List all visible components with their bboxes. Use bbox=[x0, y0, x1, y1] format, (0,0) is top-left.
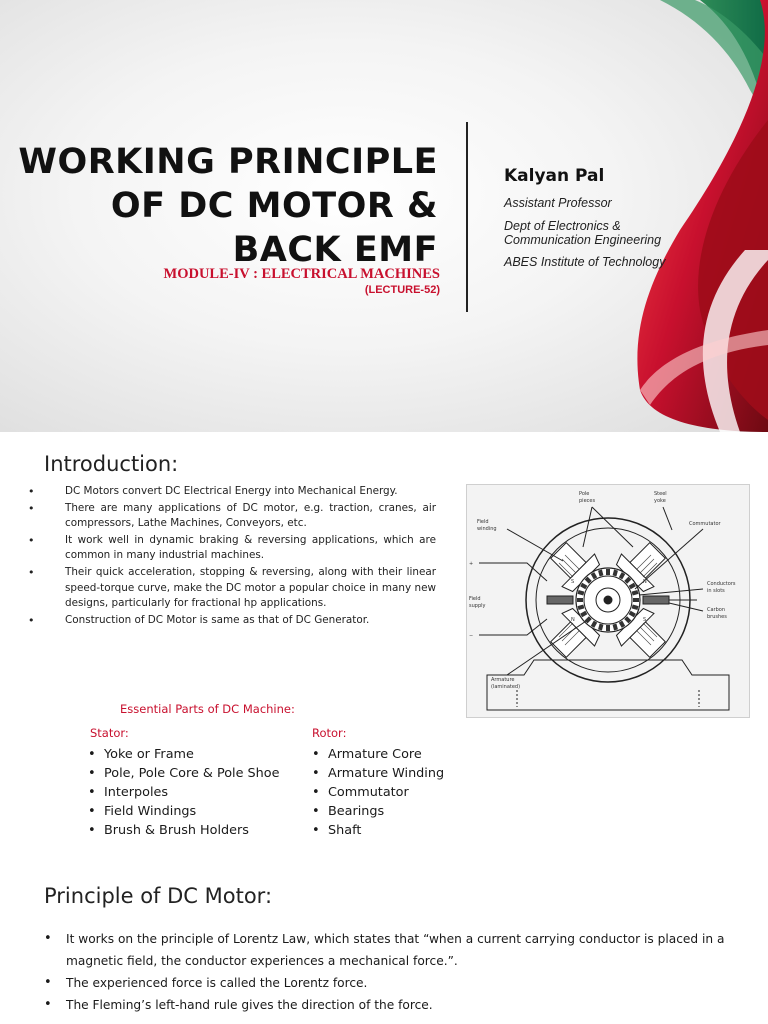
diagram-label: S bbox=[643, 617, 647, 623]
diagram-label: Armature bbox=[491, 677, 515, 683]
principle-list bbox=[44, 928, 752, 1016]
stator-heading: Stator: bbox=[90, 726, 129, 740]
author-title: Assistant Professor bbox=[504, 196, 612, 210]
diagram-label: Commutator bbox=[689, 521, 721, 527]
list-item: • Pole, Pole Core & Pole Shoe bbox=[88, 764, 280, 783]
diagram-label: S bbox=[571, 579, 575, 585]
armature-slot bbox=[606, 625, 610, 631]
title-line: WORKING PRINCIPLE bbox=[18, 142, 438, 182]
principle-heading: Principle of DC Motor: bbox=[44, 884, 273, 908]
list-item: • The Fleming’s left-hand rule gives the direction of the force. bbox=[44, 994, 752, 1016]
diagram-label: winding bbox=[477, 526, 497, 532]
diagram-label: Field bbox=[477, 519, 489, 525]
stator-list bbox=[88, 745, 280, 840]
list-item: • It work well in dynamic braking & reversing applications, which are common in many industrial machines. bbox=[28, 533, 436, 564]
list-item: • Armature Winding bbox=[312, 764, 444, 783]
diagram-label: pieces bbox=[579, 498, 596, 504]
diagram-label: in slots bbox=[707, 588, 725, 594]
list-item: • Bearings bbox=[312, 802, 444, 821]
diagram-label: N bbox=[571, 617, 575, 623]
list-item: • DC Motors convert DC Electrical Energy into Mechanical Energy. bbox=[28, 484, 436, 500]
diagram-label: supply bbox=[469, 603, 486, 609]
content-slide bbox=[0, 432, 768, 1024]
diagram-label: Carbon bbox=[707, 607, 726, 613]
list-item: • Construction of DC Motor is same as that of DC Generator. bbox=[28, 613, 436, 629]
diagram-label: yoke bbox=[654, 498, 666, 504]
list-item: • Yoke or Frame bbox=[88, 745, 280, 764]
lecture-number: (LECTURE-52) bbox=[364, 284, 440, 296]
list-item: • The experienced force is called the Lorentz force. bbox=[44, 972, 752, 994]
author-department: Dept of Electronics & bbox=[504, 219, 621, 233]
rotor-list bbox=[312, 745, 444, 840]
essential-parts-heading: Essential Parts of DC Machine: bbox=[120, 702, 295, 716]
diagram-label: − bbox=[469, 633, 474, 639]
list-item: • There are many applications of DC motor, e.g. traction, cranes, air compressors, Lathe Machines, Conveyors, etc. bbox=[28, 501, 436, 532]
introduction-heading: Introduction: bbox=[44, 452, 179, 476]
armature-slot bbox=[633, 598, 639, 602]
list-item: • Shaft bbox=[312, 821, 444, 840]
diagram-label: + bbox=[469, 561, 474, 567]
diagram-label: Conductors bbox=[707, 581, 736, 587]
dc-machine-diagram bbox=[466, 484, 750, 718]
module-subtitle: MODULE-IV : ELECTRICAL MACHINES bbox=[163, 266, 440, 282]
diagram-label: N bbox=[643, 579, 647, 585]
diagram-label: Pole bbox=[579, 491, 590, 497]
author-institute: ABES Institute of Technology bbox=[504, 255, 666, 269]
list-item: • Their quick acceleration, stopping & reversing, along with their linear speed-torque curve, make the DC motor a popular choice in many new designs, particularly for fractional hp applications. bbox=[28, 565, 436, 612]
list-item: • Commutator bbox=[312, 783, 444, 802]
diagram-label: Field bbox=[469, 596, 481, 602]
title-slide bbox=[0, 0, 768, 432]
author-department: Communication Engineering bbox=[504, 233, 662, 247]
list-item: • Interpoles bbox=[88, 783, 280, 802]
diagram-label: Steel bbox=[654, 491, 667, 497]
list-item: • Brush & Brush Holders bbox=[88, 821, 280, 840]
vertical-divider bbox=[466, 122, 468, 312]
list-item: • Armature Core bbox=[312, 745, 444, 764]
title-line: OF DC MOTOR & bbox=[110, 186, 438, 226]
list-item: • It works on the principle of Lorentz Law, which states that “when a current carrying conductor is placed in a magnetic field, the conductor experiences a mechanical force.”. bbox=[44, 928, 752, 972]
rotor-heading: Rotor: bbox=[312, 726, 347, 740]
list-item: • Field Windings bbox=[88, 802, 280, 821]
armature-slot bbox=[606, 569, 610, 575]
introduction-list bbox=[28, 484, 436, 629]
armature-slot bbox=[577, 598, 583, 602]
author-name: Kalyan Pal bbox=[504, 166, 605, 186]
presentation-title bbox=[18, 140, 438, 272]
diagram-label: (laminated) bbox=[491, 684, 521, 690]
diagram-label: brushes bbox=[707, 614, 727, 620]
title-line: BACK EMF bbox=[232, 230, 438, 270]
